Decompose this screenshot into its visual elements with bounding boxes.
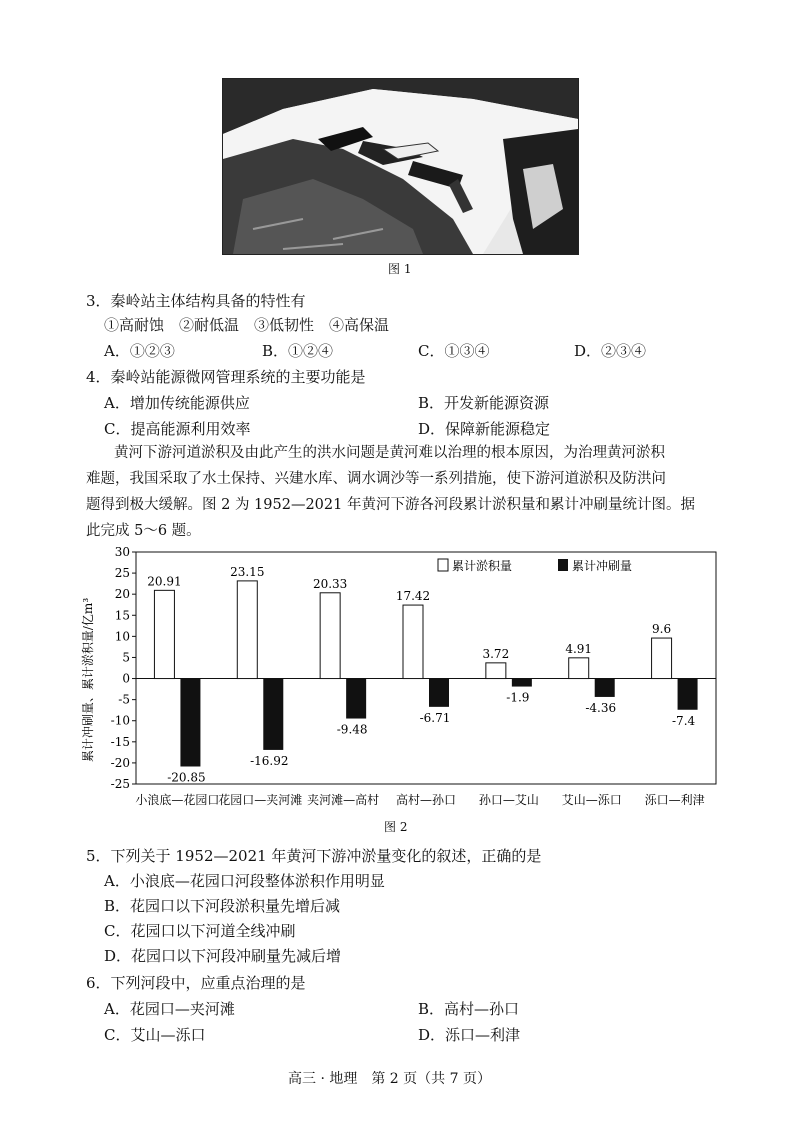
y-tick-label: 10 <box>114 629 130 644</box>
bar-deposition <box>652 638 672 678</box>
q3-option-a[interactable]: A．①②③ <box>104 342 175 360</box>
legend-label-erosion: 累计冲刷量 <box>572 559 633 573</box>
bar-erosion-value: -20.85 <box>167 770 206 785</box>
chart-y-axis-label: 累计冲刷量、累计淤积量/亿m³ <box>81 597 95 763</box>
q3-items: ①高耐蚀 ②耐低温 ③低韧性 ④高保温 <box>104 316 390 334</box>
bar-erosion-value: -4.36 <box>585 700 617 715</box>
q3-option-b[interactable]: B．①②④ <box>262 342 334 360</box>
q3-stem: 3．秦岭站主体结构具备的特性有 <box>86 292 306 310</box>
passage-line-2: 难题，我国采取了水土保持、兴建水库、调水调沙等一系列措施，使下游河道淤积及防洪问 <box>86 471 666 487</box>
bar-deposition-value: 20.33 <box>312 576 348 591</box>
bar-deposition-value: 9.6 <box>652 622 672 637</box>
x-category-label: 泺口—利津 <box>644 793 705 807</box>
chart-legend <box>438 558 632 573</box>
q5-option-d[interactable]: D．花园口以下河段冲刷量先减后增 <box>104 947 342 965</box>
erosion-deposition-chart <box>80 540 720 815</box>
q6-option-a[interactable]: A．花园口—夹河滩 <box>104 1000 235 1018</box>
bar-deposition <box>154 590 174 678</box>
y-tick-label: 0 <box>122 671 130 686</box>
q6-stem: 6．下列河段中，应重点治理的是 <box>86 974 306 992</box>
y-tick-label: 30 <box>114 545 130 559</box>
bar-erosion <box>263 679 283 750</box>
q5-option-b[interactable]: B．花园口以下河段淤积量先增后减 <box>104 897 341 915</box>
x-category-label: 小浪底—花园口 <box>135 793 220 807</box>
passage-line-1: 黄河下游河道淤积及由此产生的洪水问题是黄河难以治理的根本原因，为治理黄河淤积 <box>114 445 665 461</box>
legend-swatch-erosion <box>558 559 568 571</box>
bar-deposition <box>486 663 506 679</box>
q6-option-b[interactable]: B．高村—孙口 <box>418 1000 520 1018</box>
bar-deposition-value: 3.72 <box>482 646 510 661</box>
bar-erosion <box>678 679 698 710</box>
bar-deposition <box>403 605 423 678</box>
q4-stem: 4．秦岭站能源微网管理系统的主要功能是 <box>86 368 366 386</box>
x-category-label: 艾山—泺口 <box>561 793 622 807</box>
bar-erosion <box>180 679 200 767</box>
y-tick-label: 15 <box>114 608 130 623</box>
passage-line-4: 此完成 5～6 题。 <box>86 523 201 539</box>
y-tick-label: -5 <box>118 692 130 707</box>
legend-label-deposition: 累计淤积量 <box>452 559 513 573</box>
bar-erosion-value: -16.92 <box>250 753 289 768</box>
bar-erosion <box>595 679 615 697</box>
bar-deposition <box>569 658 589 679</box>
figure2-caption: 图 2 <box>384 820 408 834</box>
q6-option-d[interactable]: D．泺口—利津 <box>418 1026 521 1044</box>
bar-deposition-value: 4.91 <box>565 641 593 656</box>
passage <box>86 440 746 544</box>
y-tick-label: -20 <box>110 755 130 770</box>
q3-option-c[interactable]: C．①③④ <box>418 342 490 360</box>
bar-deposition <box>320 593 340 679</box>
bar-erosion <box>346 679 366 719</box>
q4-option-a[interactable]: A．增加传统能源供应 <box>104 394 250 412</box>
passage-line-3: 题得到极大缓解。图 2 为 1952—2021 年黄河下游各河段累计淤积量和累计冲刷量统计图。据 <box>86 497 695 513</box>
legend-swatch-deposition <box>438 559 448 571</box>
bar-erosion-value: -1.9 <box>506 690 530 705</box>
q3-option-d[interactable]: D．②③④ <box>574 342 647 360</box>
chart-frame <box>136 552 716 784</box>
q5-stem: 5．下列关于 1952—2021 年黄河下游冲淤量变化的叙述，正确的是 <box>86 847 542 865</box>
q5-option-c[interactable]: C．花园口以下河道全线冲刷 <box>104 922 296 940</box>
bar-erosion-value: -6.71 <box>419 710 451 725</box>
bar-erosion-value: -7.4 <box>672 713 696 728</box>
q4-option-c[interactable]: C．提高能源利用效率 <box>104 420 251 438</box>
page-footer: 高三 · 地理 第 2 页（共 7 页） <box>288 1071 491 1087</box>
q4-option-d[interactable]: D．保障新能源稳定 <box>418 420 551 438</box>
q5-option-a[interactable]: A．小浪底—花园口河段整体淤积作用明显 <box>104 872 385 890</box>
bar-deposition-value: 17.42 <box>395 589 431 604</box>
x-category-label: 高村—孙口 <box>395 793 457 807</box>
y-tick-label: 5 <box>122 650 130 665</box>
bar-erosion <box>429 679 449 707</box>
q4-option-b[interactable]: B．开发新能源资源 <box>418 394 550 412</box>
station-aerial-photo <box>222 78 579 255</box>
y-tick-label: -15 <box>110 734 130 749</box>
bar-deposition-value: 20.91 <box>147 574 182 589</box>
x-category-label: 孙口—艾山 <box>478 793 539 807</box>
x-category-label: 夹河滩—高村 <box>307 793 380 807</box>
aerial-photo-graphic <box>223 79 578 254</box>
figure1-caption: 图 1 <box>388 262 412 276</box>
y-tick-label: -10 <box>110 713 130 728</box>
y-tick-label: -25 <box>110 777 130 791</box>
bar-deposition <box>237 581 257 679</box>
x-category-label: 花园口—夹河滩 <box>218 793 303 807</box>
bar-erosion <box>512 679 532 687</box>
y-tick-label: 25 <box>114 566 130 581</box>
q6-option-c[interactable]: C．艾山—泺口 <box>104 1026 206 1044</box>
bar-erosion-value: -9.48 <box>336 722 368 737</box>
y-tick-label: 20 <box>114 587 130 602</box>
bar-deposition-value: 23.15 <box>230 564 265 579</box>
